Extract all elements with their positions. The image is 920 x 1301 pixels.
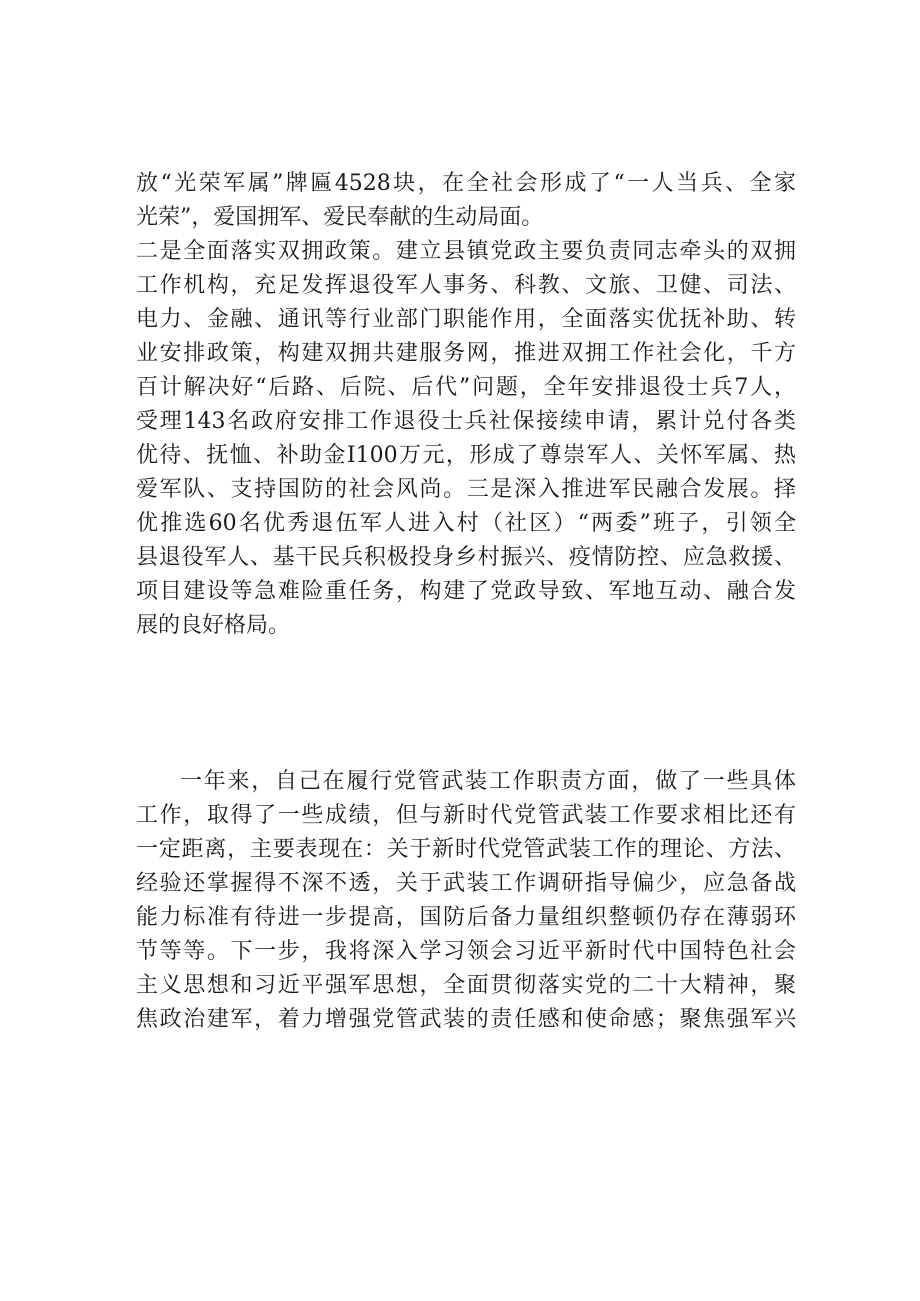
- text-line: 县退役军人、基干民兵积极投身乡村振兴、疫情防控、应急救援、: [136, 545, 796, 570]
- text-line: 优推选60名优秀退伍军人进入村（社区）“两委”班子，引领全: [136, 511, 796, 536]
- text-line: 展的良好格局。: [136, 613, 291, 638]
- text-line: 百计解决好“后路、后院、后代”问题，全年安排退役士兵7人，: [136, 375, 796, 400]
- text-line: 优待、抚恤、补助金I100万元，形成了尊崇军人、关怀军属、热: [136, 443, 796, 468]
- text-line: 工作机构，充足发挥退役军人事务、科教、文旅、卫健、司法、: [136, 273, 796, 298]
- text-line: 主义思想和习近平强军思想，全面贯彻落实党的二十大精神，聚: [136, 973, 796, 998]
- text-line: 项目建设等急难险重任务，构建了党政导致、军地互动、融合发: [136, 579, 796, 604]
- text-line: 电力、金融、通讯等行业部门职能作用，全面落实优抚补助、转: [136, 307, 796, 332]
- text-line: 焦政治建军，着力增强党管武装的责任感和使命感；聚焦强军兴: [136, 1007, 796, 1032]
- paragraph-double-support-work: [136, 167, 796, 643]
- text-line: 光荣”，爱国拥军、爱民奉献的生动局面。: [136, 205, 544, 230]
- text-line: 工作，取得了一些成绩，但与新时代党管武装工作要求相比还有: [136, 803, 796, 828]
- text-line: 能力标准有待进一步提高，国防后备力量组织整顿仍存在薄弱环: [136, 905, 796, 930]
- text-line: 一定距离，主要表现在：关于新时代党管武装工作的理论、方法、: [136, 837, 796, 862]
- text-line: 二是全面落实双拥政策。建立县镇党政主要负责同志牵头的双拥: [136, 239, 796, 264]
- text-line: 经验还掌握得不深不透，关于武装工作调研指导偏少，应急备战: [136, 871, 796, 896]
- text-line: 爱军队、支持国防的社会风尚。三是深入推进军民融合发展。择: [136, 477, 796, 502]
- text-line: 一年来，自己在履行党管武装工作职责方面，做了一些具体: [180, 769, 796, 794]
- text-line: 受理143名政府安排工作退役士兵社保接续申请，累计兑付各类: [136, 409, 796, 434]
- text-line: 节等等。下一步，我将深入学习领会习近平新时代中国特色社会: [136, 939, 796, 964]
- paragraph-shortcomings-and-next-steps: [136, 765, 796, 1037]
- text-line: 业安排政策，构建双拥共建服务网，推进双拥工作社会化，千方: [136, 341, 796, 366]
- text-line: 放“光荣军属”牌匾4528块，在全社会形成了“一人当兵、全家: [136, 171, 796, 196]
